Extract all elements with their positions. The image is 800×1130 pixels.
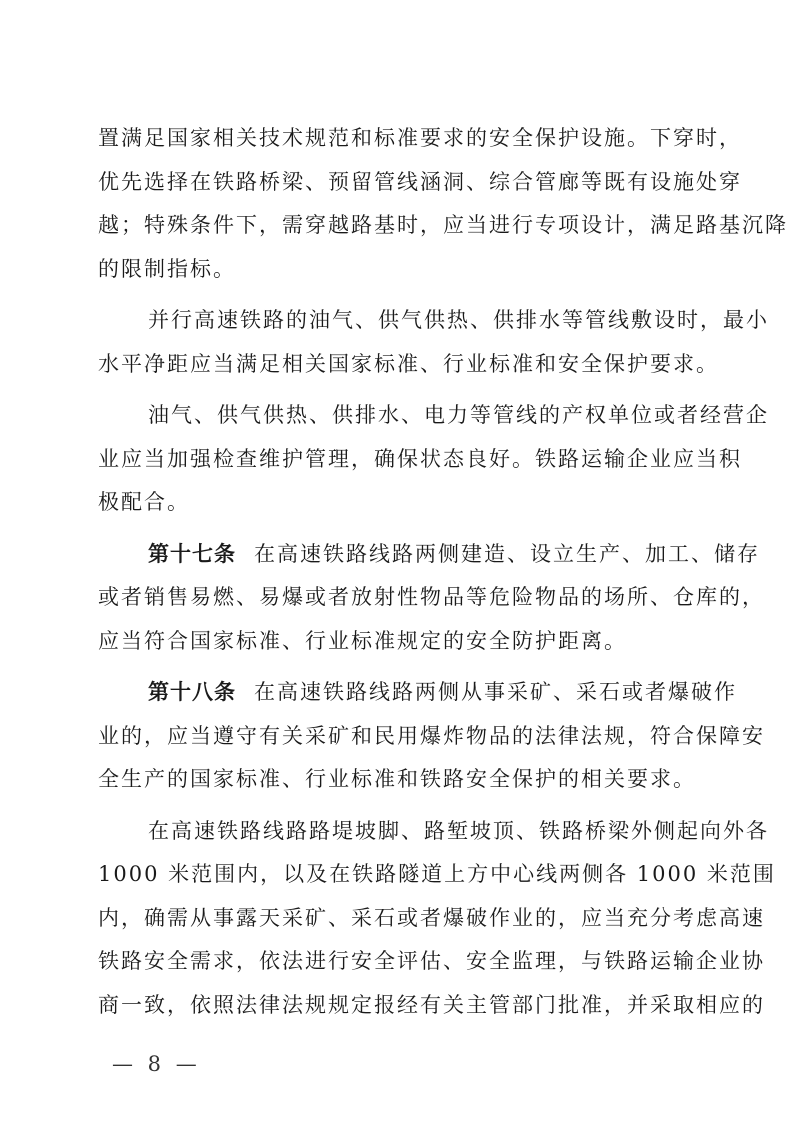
text-line: 应当符合国家标准、行业标准规定的安全防护距离。 [98,629,627,653]
page-number: — 8 — [112,1052,201,1076]
text-line: 全生产的国家标准、行业标准和铁路安全保护的相关要求。 [98,767,696,791]
text-line: 的限制指标。 [98,257,236,281]
text-line: 油气、供气供热、供排水、电力等管线的产权单位或者经营企 [148,403,769,427]
article-number: 第十八条 [148,679,236,704]
text-span: 在高速铁路线路两侧从事采矿、采石或者爆破作 [254,680,737,704]
text-line: 优先选择在铁路桥梁、预留管线涵洞、综合管廊等既有设施处穿 [98,170,742,194]
text-line: 在高速铁路线路路堤坡脚、路堑坡顶、铁路桥梁外侧起向外各 [148,819,769,843]
text-line: 商一致，依照法律法规规定报经有关主管部门批准，并采取相应的 [98,993,765,1017]
text-line: 水平净距应当满足相关国家标准、行业标准和安全保护要求。 [98,352,719,376]
text-line: 极配合。 [98,490,190,514]
text-line: 并行高速铁路的油气、供气供热、供排水等管线敷设时，最小 [148,308,769,332]
article-18-first-line [148,678,737,706]
text-line: 1000 米范围内，以及在铁路隧道上方中心线两侧各 1000 米范围 [98,862,776,886]
text-line: 业应当加强检查维护管理，确保状态良好。铁路运输企业应当积 [98,447,742,471]
text-line: 业的，应当遵守有关采矿和民用爆炸物品的法律法规，符合保障安 [98,724,765,748]
text-line: 铁路安全需求，依法进行安全评估、安全监理，与铁路运输企业协 [98,949,765,973]
text-line: 置满足国家相关技术规范和标准要求的安全保护设施。下穿时， [98,126,742,150]
text-line: 越；特殊条件下，需穿越路基时，应当进行专项设计，满足路基沉降 [98,213,788,237]
text-line: 或者销售易燃、易爆或者放射性物品等危险物品的场所、仓库的， [98,585,765,609]
text-line: 内，确需从事露天采矿、采石或者爆破作业的，应当充分考虑高速 [98,906,765,930]
article-number: 第十七条 [148,541,236,566]
text-span: 在高速铁路线路两侧建造、设立生产、加工、储存 [254,542,760,566]
article-17-first-line [148,540,760,568]
